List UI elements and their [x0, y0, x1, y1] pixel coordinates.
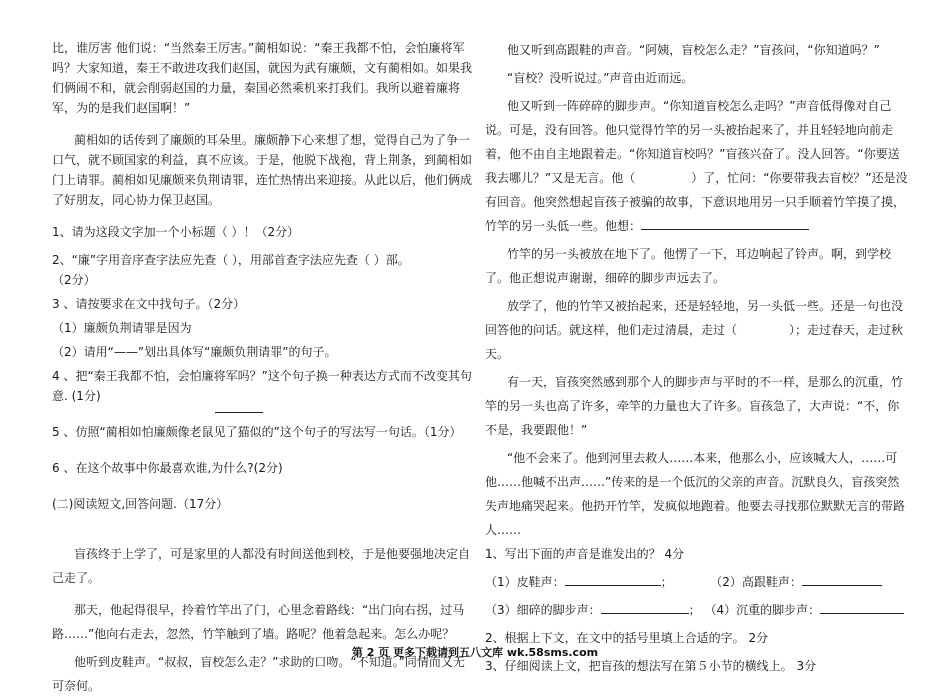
- story-paragraph-2: 那天，他起得很早，拎着竹竿出了门，心里念着路线：“出门向右拐，过马路……”他向右走去，忽然，竹竿触到了墙。路呢？他着急起来。怎么办呢？: [52, 603, 465, 641]
- story-title-blank: [215, 412, 263, 413]
- story-paragraph-8-part-1: 放学了，他的竹竿又被抬起来，还是轻轻地，另一头低一些。还是一句也没回答他的问话。就这样，他们走过清晨，走过（: [485, 299, 904, 337]
- reading-question-3: 3、仔细阅读上文，把盲孩的想法写在第５小节的横线上。 3分: [485, 659, 817, 673]
- story-paragraph-6: [485, 94, 910, 238]
- question-2: 2、“廉”字用音序查字法应先查（ ），用部首查字法应先查（ ）部。: [52, 253, 410, 267]
- story-paragraph-4: 他又听到高跟鞋的声音。“阿姨，盲校怎么走？”盲孩问，“你知道吗？”: [507, 43, 880, 57]
- story-paragraph-8-part-2: ）；走过春天，走过秋天。: [485, 323, 904, 361]
- question-5: 5 、仿照“蔺相如怕廉颇像老鼠见了猫似的”这个句子的写法写一句话。（1分）: [52, 425, 462, 439]
- passage-paragraph-1: 比，谁厉害 他们说：“当然秦王厉害。”蔺相如说：“秦王我都不怕，会怕廉将军吗？大家知道，秦王不敢进攻我们赵国，就因为武有廉颇，文有蔺相如。如果我们俩闹不和，就会削弱赵国的力量，秦国必然乘机来打我们。我所以避着廉将军，为的是我们赵国啊！”: [52, 41, 473, 115]
- question-3-part-1: （1）廉颇负荆请罪是因为: [52, 321, 192, 335]
- reading-question-1-row-1: （1）皮鞋声： ； （2）高跟鞋声：: [485, 570, 910, 594]
- reading-question-2: 2、根据上下文，在文中的括号里填上合适的字。 2分: [485, 631, 769, 645]
- sound-high-heels-label: （2）高跟鞋声：: [710, 575, 802, 589]
- story-paragraph-10: “他不会来了。他到河里去救人……本来，他那么小，应该喊大人，……可他……他喊不出声……”传来的是一个低沉的父亲的声音。沉默良久，盲孩突然失声地痛哭起来。他扔开竹竿，发疯似地跑着。他要去寻找那位默默无言的带路人……: [485, 451, 906, 537]
- story-paragraph-6-part-1: 他又听到一阵碎碎的脚步声。“你知道盲校怎么走吗？”声音低得像对自己说。可是，没有回答。他只觉得竹竿的另一头被抬起来了，并且轻轻地向前走着，他不由自主地跟着走。“你知道盲校吗？”盲孩兴奋了。没人回答。“你要送我去哪儿？”又是无言。他（: [485, 99, 900, 185]
- sound-heavy-steps-label: （4）沉重的脚步声：: [704, 603, 821, 617]
- question-4: 4 、把“秦王我都不怕，会怕廉将军吗？”这个句子换一种表达方式而不改变其句意. (1分): [52, 369, 472, 403]
- sound-light-steps-label: （3）细碎的脚步声：: [485, 603, 601, 617]
- passage-paragraph-2: 蔺相如的话传到了廉颇的耳朵里。廉颇静下心来想了想，觉得自己为了争一口气，就不顾国家的利益，真不应该。于是，他脱下战袍，背上荆条，到蔺相如门上请罪。蔺相如见廉颇来负荆请罪，连忙热情出来迎接。从此以后，他们俩成了好朋友，同心协力保卫赵国。: [52, 133, 473, 207]
- question-2-score: （2分）: [52, 273, 96, 287]
- sound-leather-shoes-label: （1）皮鞋声：: [485, 575, 565, 589]
- story-paragraph-9: 有一天，盲孩突然感到那个人的脚步声与平时的不一样，是那么的沉重，竹竿的另一头也高了许多，牵竿的力量也大了许多。盲孩急了，大声说：“不，你不是，我要跟他！”: [485, 375, 904, 437]
- question-3-part-2: （2）请用“——”划出具体写“廉颇负荆请罪”的句子。: [52, 345, 337, 359]
- answer-line-high-heels: [802, 571, 882, 586]
- reading-question-1-row-2: （3）细碎的脚步声： ； （4）沉重的脚步声：: [485, 598, 910, 622]
- story-paragraph-3: 他听到皮鞋声。“叔叔，盲校怎么走？”求助的口吻。“不知道。”同情而又无可奈何。: [52, 655, 465, 693]
- answer-line-leather-shoes: [565, 571, 661, 586]
- answer-line-heavy-steps: [820, 599, 904, 614]
- question-6: 6 、在这个故事中你最喜欢谁,为什么?(2分): [52, 461, 283, 475]
- right-column: [485, 38, 910, 678]
- story-paragraph-8: [485, 294, 910, 366]
- answer-line-thought: [641, 215, 809, 230]
- story-paragraph-5: “盲校？没听说过。”声音由近而远。: [507, 71, 694, 85]
- question-1: 1、请为这段文字加一个小标题（ ）！（2分）: [52, 225, 300, 239]
- question-3: 3 、请按要求在文中找句子。（2分）: [52, 297, 246, 311]
- story-paragraph-7: 竹竿的另一头被放在地下了。他愣了一下，耳边响起了铃声。啊，到学校了。他正想说声谢谢，细碎的脚步声远去了。: [485, 247, 892, 285]
- answer-line-light-steps: [601, 599, 689, 614]
- section-2-heading: (二)阅读短文,回答问题.（17分）: [52, 497, 229, 511]
- reading-question-1: 1、写出下面的声音是谁发出的？ 4分: [485, 547, 685, 561]
- left-column: [52, 38, 474, 698]
- story-paragraph-6-part-2: ）了，忙问：“你要带我去盲校？”还是没有回音。他突然想起盲孩子被骗的故事，下意识地用另一只手顺着竹竿摸了摸，竹竿的另一头低一些。他想：: [485, 171, 908, 233]
- story-paragraph-1: 盲孩终于上学了，可是家里的人都没有时间送他到校，于是他要强地决定自己走了。: [52, 547, 471, 585]
- page-footer: 第 2 页 更多下载请到五八文库 wk.58sms.com: [351, 646, 599, 659]
